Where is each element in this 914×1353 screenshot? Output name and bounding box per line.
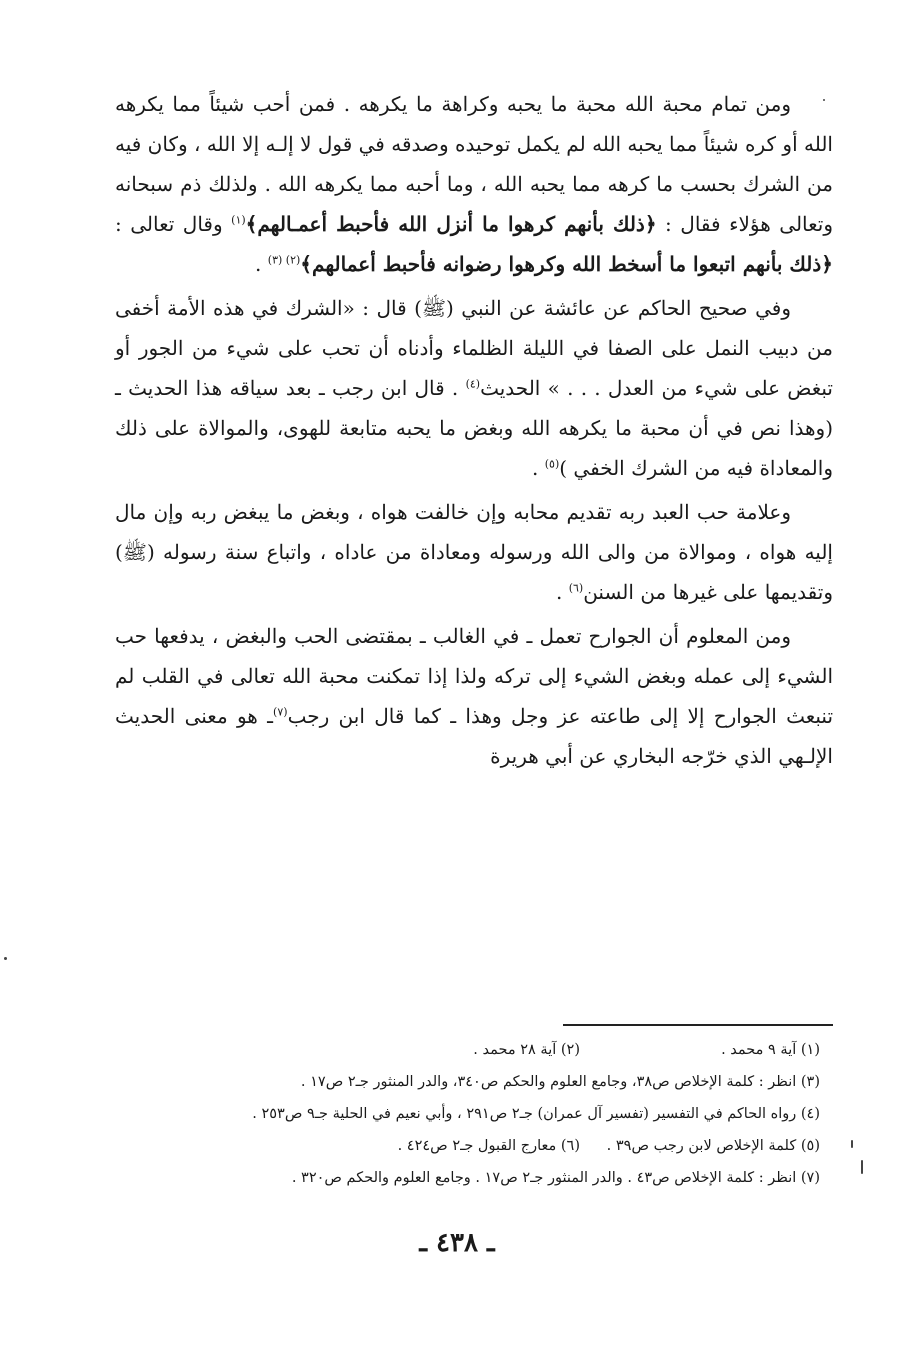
footnote-ref: (١) [231, 213, 246, 227]
paragraph [115, 288, 833, 488]
paragraph [115, 84, 833, 284]
text-run: ـ هو معنى الحديث الإلـهي الذي خرّجه البخاري عن أبي هريرة [115, 704, 833, 768]
text-run: . [555, 580, 569, 604]
scan-speck [823, 99, 825, 101]
footnote: (٤) رواه الحاكم في التفسير (تفسير آل عمران) جـ٢ ص٢٩١ ، وأبي نعيم في الحلية جـ٩ ص٢٥٣ . [252, 1106, 820, 1122]
paragraph [115, 492, 833, 612]
main-text [115, 84, 833, 780]
text-run: وقال تعالى : [115, 212, 232, 236]
text-run: . قال ابن رجب ـ بعد سياقه هذا الحديث ـ (وهذا نص في أن محبة ما يكرهه الله وبغض ما يحبه متابعة للهوى، والموالاة على ذلك والمعاداة فيه من الشرك الخفي ) [115, 376, 833, 480]
footnote-line [140, 1034, 820, 1066]
footnote-ref: (٢) (٣) [267, 253, 301, 267]
footnote-ref: (٧) [273, 705, 288, 719]
text-run: وفي صحيح الحاكم عن عائشة عن النبي (ﷺ) قال : «الشرك في هذه الأمة أخفى من دبيب النمل على الصفا في الليلة الظلماء وأدناه أن تحب على شيء من الجور أو تبغض على شيء من العدل . . . » الحديث [115, 296, 834, 400]
paragraph [115, 616, 833, 776]
scan-speck [851, 1140, 853, 1148]
footnote: (٣) انظر : كلمة الإخلاص ص٣٨، وجامع العلوم والحكم ص٣٤٠، والدر المنثور جـ٢ ص١٧ . [300, 1074, 820, 1090]
footnote: (١) آية ٩ محمد . [721, 1042, 820, 1058]
text-run: وعلامة حب العبد ربه تقديم محابه وإن خالفت هواه ، وبغض ما يبغض ربه وإن مال إليه هواه ، وموالاة من والى الله ورسوله ومعاداة من عاداه ، واتباع سنة رسوله (ﷺ) وتقديمها على غيرها من السنن [115, 500, 833, 604]
scan-speck [4, 957, 7, 960]
text-run: . [532, 456, 545, 480]
footnote: (٧) انظر : كلمة الإخلاص ص٤٣ . والدر المنثور جـ٢ ص١٧ . وجامع العلوم والحكم ص٣٢٠ . [291, 1170, 820, 1186]
text-run: ومن المعلوم أن الجوارح تعمل ـ في الغالب ـ بمقتضى الحب والبغض ، يدفعها حب الشيء إلى عمله وبغض الشيء إلى تركه ولذا إذا تمكنت محبة الله تعالى في القلب لم تنبعث الجوارح إلا إلى طاعته عز وجل وهذا ـ كما قال ابن رجب [115, 624, 834, 728]
quran-quote: ﴿ذلك بأنهم اتبعوا ما أسخط الله وكرهوا رضوانه فأحبط أعمالهم﴾ [300, 252, 833, 276]
page-number: ـ ٤٣٨ ـ [419, 1228, 495, 1258]
footnote-line [140, 1162, 820, 1194]
footnote: (٢) آية ٢٨ محمد . [473, 1042, 580, 1058]
footnotes [140, 1034, 820, 1194]
footnote-separator [563, 1024, 833, 1026]
quran-quote: ﴿ذلك بأنهم كرهوا ما أنزل الله فأحبط أعمـالهم﴾ [245, 212, 657, 236]
text-run: ومن تمام محبة الله محبة ما يحبه وكراهة ما يكرهه . فمن أحب شيئاً مما يكرهه الله أو كره شيئاً مما يحبه الله لم يكمل توحيده وصدقه في قول لا إلـه إلا الله ، وكان فيه من الشرك بحسب ما كرهه مما يحبه الله ، وما أحبه مما يكرهه الله . ولذلك ذم سبحانه وتعالى هؤلاء فقال : [115, 92, 834, 236]
footnote-line [140, 1130, 820, 1162]
footnote-ref: (٤) [465, 377, 481, 391]
scan-speck [861, 1160, 863, 1174]
text-run: . [255, 252, 268, 276]
footnote: (٥) كلمة الإخلاص لابن رجب ص٣٩ . [606, 1138, 820, 1154]
footnote-line [140, 1098, 820, 1130]
footnote-ref: (٦) [568, 581, 584, 595]
footnote-line [140, 1066, 820, 1098]
footnote-ref: (٥) [544, 457, 560, 471]
footnote: (٦) معارج القبول جـ٢ ص٤٢٤ . [397, 1138, 580, 1154]
